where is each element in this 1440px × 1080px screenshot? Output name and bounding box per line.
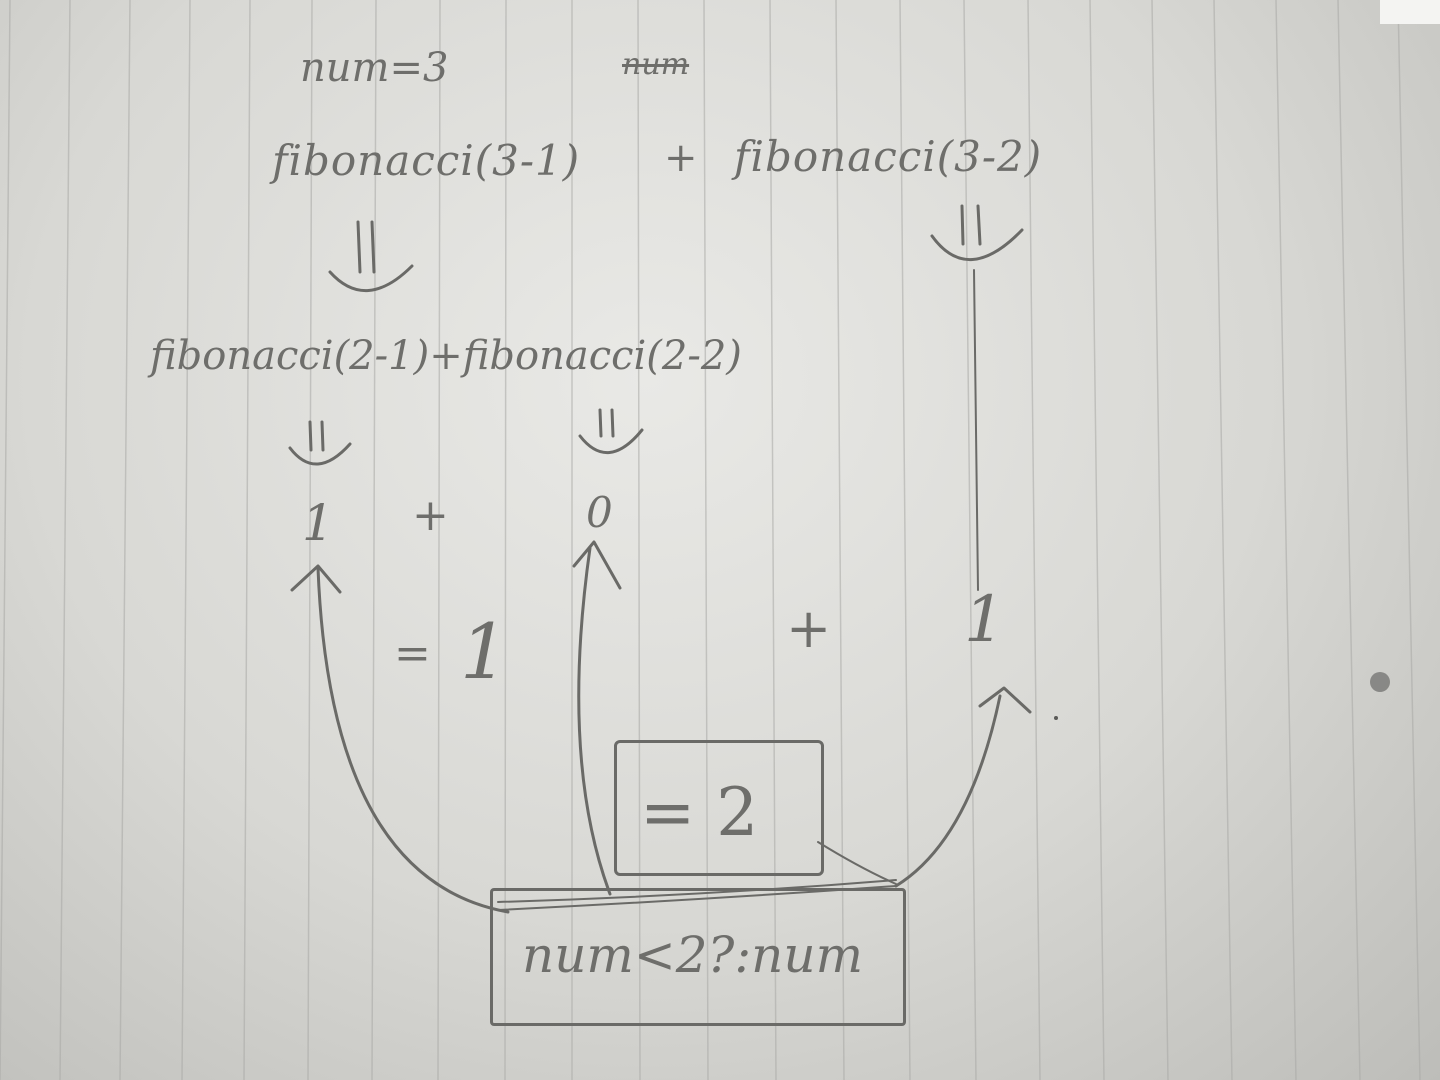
equals-arrow-icon-2 — [932, 206, 1022, 260]
ink-smudge — [1370, 672, 1390, 692]
return-arrow-middle — [574, 542, 620, 894]
result-equals-two: = 2 — [640, 774, 759, 851]
expansion-fibonacci-2: fibonacci(2-1)+fibonacci(2-2) — [150, 333, 742, 379]
equals-arrow-icon-4 — [580, 410, 642, 453]
call-fibonacci-3-minus-1: fibonacci(3-1) — [272, 136, 581, 185]
call-fibonacci-3-minus-2: fibonacci(3-2) — [734, 132, 1043, 181]
equals-arrow-icon-3 — [290, 422, 350, 464]
crossed-out-word: num — [622, 47, 690, 82]
plus-sign-lower: + — [786, 597, 832, 660]
right-vertical-line — [974, 270, 978, 590]
value-zero: 0 — [586, 488, 613, 537]
ink-dot — [1054, 716, 1058, 720]
return-arrow-right — [896, 688, 1030, 886]
value-one-left: 1 — [302, 494, 334, 552]
equals-sign-sum: = — [394, 628, 431, 679]
num-assignment: num=3 — [300, 45, 449, 91]
base-case-expression: num<2?:num — [522, 926, 863, 984]
value-one-right: 1 — [964, 583, 1005, 657]
return-arrow-left — [292, 566, 508, 912]
sum-value-one: 1 — [460, 607, 509, 696]
equals-arrow-icon-1 — [330, 222, 412, 291]
plus-sign-top: + — [664, 135, 698, 181]
plus-sign-middle: + — [412, 490, 449, 541]
